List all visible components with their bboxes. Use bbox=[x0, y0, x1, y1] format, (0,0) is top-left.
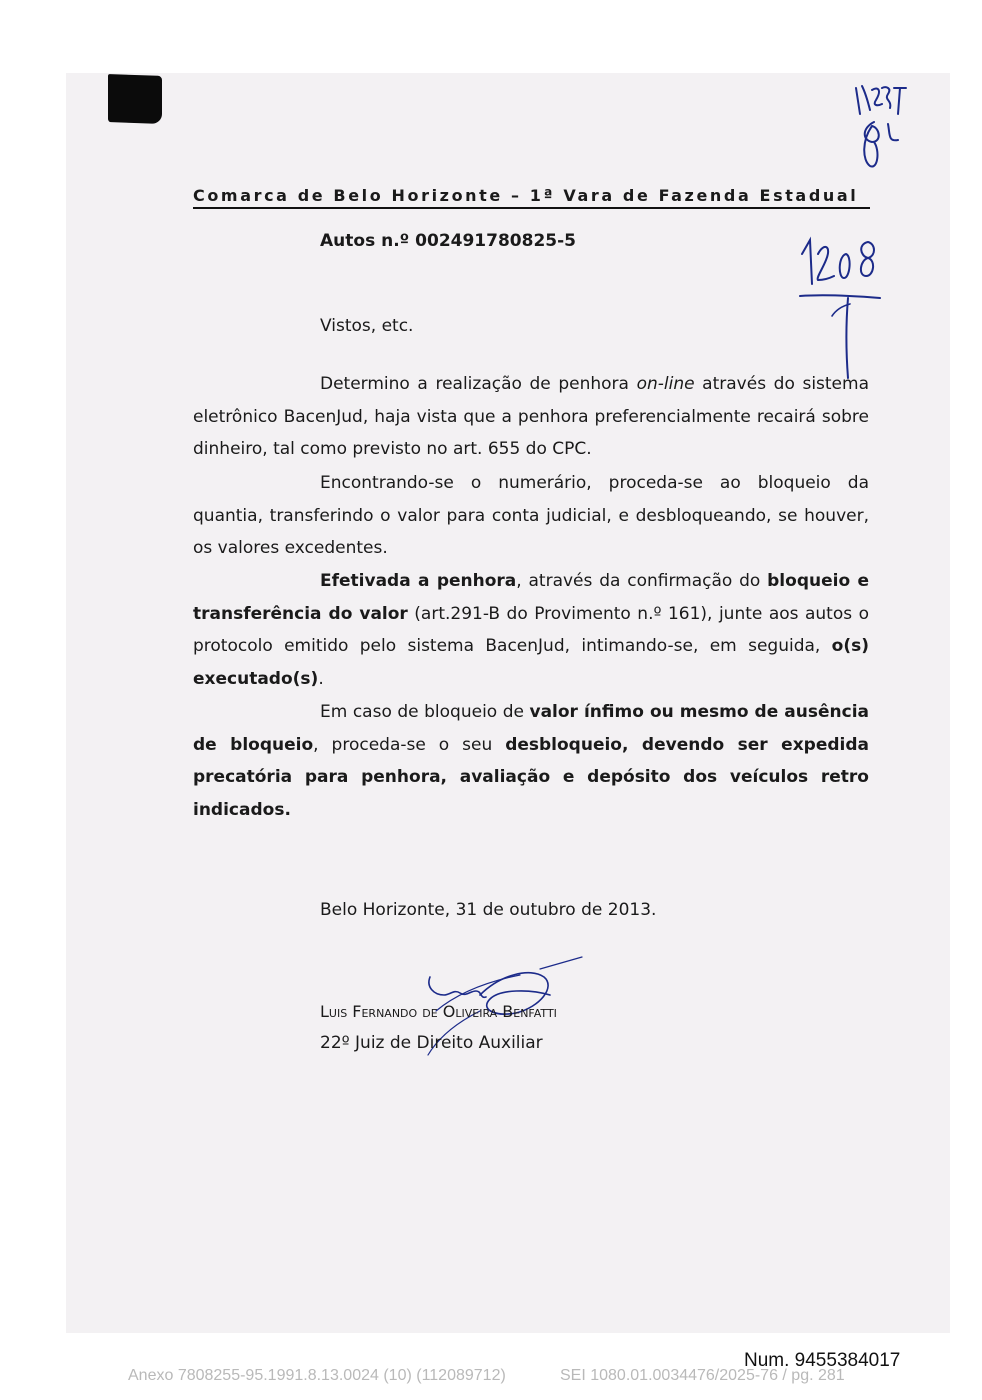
case-number: Autos n.º 002491780825-5 bbox=[320, 231, 576, 251]
paragraph-4: Em caso de bloqueio de valor ínfimo ou mesmo de ausência de bloqueio, proceda-se o seu desbloqueio, devendo ser expedida precatória para penhora, avaliação e depósito dos veículos retro indicados. bbox=[193, 702, 869, 821]
paragraph-2: Encontrando-se o numerário, proceda-se ao bloqueio da quantia, transferindo o valor para conta judicial, e desbloqueando, se houver, os valores excedentes. bbox=[193, 473, 869, 559]
header-divider bbox=[193, 207, 870, 209]
handwritten-page-number-icon bbox=[796, 232, 886, 382]
footer-annex: Anexo 7808255-95.1991.8.13.0024 (10) (112089712) bbox=[128, 1367, 506, 1384]
redaction-mark bbox=[108, 74, 162, 124]
paragraph-3: Efetivada a penhora, através da confirmação do bloqueio e transferência do valor (art.291-B do Provimento n.º 161), junte aos autos o protocolo emitido pelo sistema BacenJud, intimando-se, em seguida, o(s) executado(s). bbox=[193, 571, 869, 690]
court-name: Comarca de Belo Horizonte – 1ª Vara de Fazenda Estadual bbox=[193, 186, 859, 205]
footer-sei: SEI 1080.01.0034476/2025-76 / pg. 281 bbox=[560, 1367, 845, 1384]
judge-name: Luis Fernando de Oliveira Benfatti bbox=[320, 1002, 557, 1021]
paragraph-1: Determino a realização de penhora on-line através do sistema eletrônico BacenJud, haja vista que a penhora preferencialmente recairá sobre dinheiro, tal como previsto no art. 655 do CPC. bbox=[193, 374, 869, 460]
document-number: Num. 9455384017 bbox=[744, 1350, 901, 1371]
document-date: Belo Horizonte, 31 de outubro de 2013. bbox=[320, 900, 657, 920]
judge-role: 22º Juiz de Direito Auxiliar bbox=[320, 1033, 543, 1053]
greeting: Vistos, etc. bbox=[320, 316, 414, 336]
handwritten-annotation-icon bbox=[848, 80, 918, 175]
